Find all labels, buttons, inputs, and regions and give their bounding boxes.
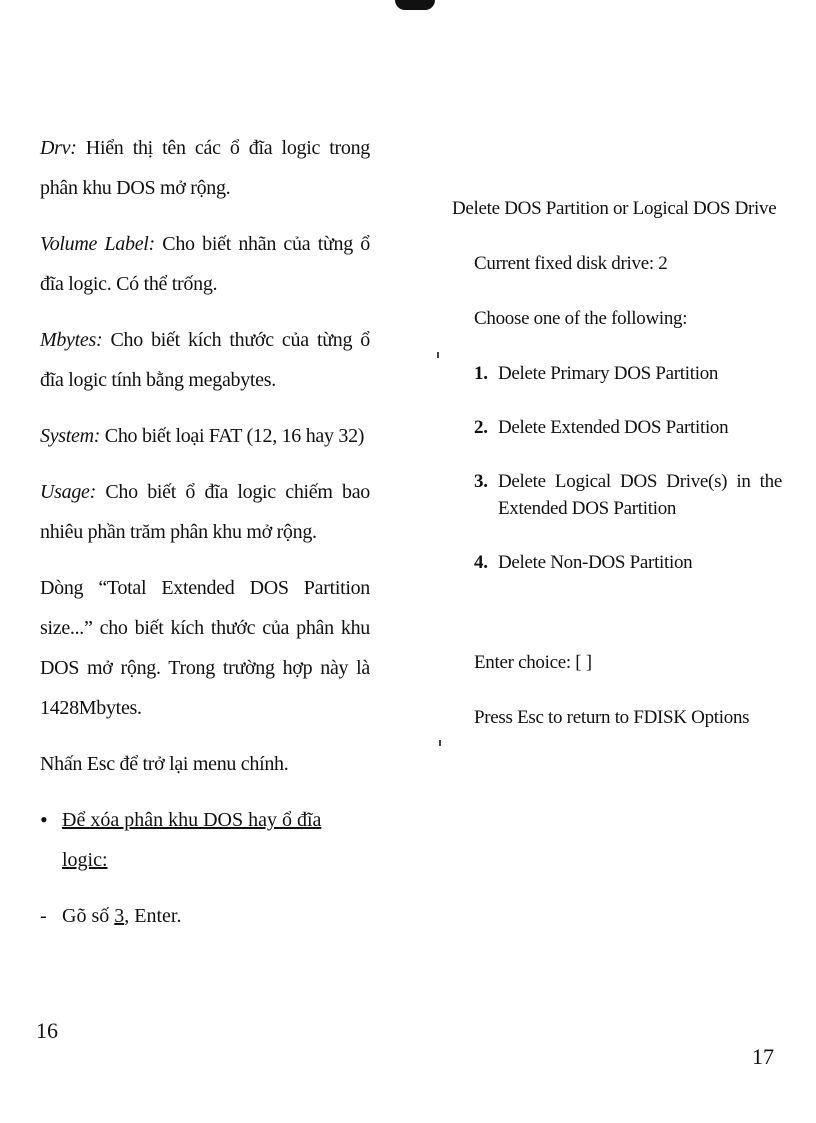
term-label: System: <box>40 425 101 447</box>
bullet-icon: • <box>40 807 48 832</box>
step-suffix: , Enter. <box>124 905 182 927</box>
bullet-heading <box>40 800 370 880</box>
step-text <box>62 896 181 936</box>
page-number-left: 16 <box>36 1018 58 1043</box>
scan-mark <box>395 0 435 10</box>
dash-icon: - <box>40 905 47 927</box>
page-number-right: 17 <box>752 1044 774 1069</box>
choose-prompt: Choose one of the following: <box>474 308 688 329</box>
definition-text: Hiển thị tên các ổ đĩa logic trong phân khu DOS mở rộng. <box>40 137 370 199</box>
step-key: 3 <box>114 905 125 927</box>
spacer <box>452 603 782 649</box>
menu-option <box>474 360 782 387</box>
option-number: 4. <box>474 552 488 573</box>
definition-text: Cho biết nhãn của từng ổ đĩa logic. Có thể trống. <box>40 233 370 295</box>
scan-speck <box>439 740 441 746</box>
definition-text: Cho biết kích thước của từng ổ đĩa logic tính bằng megabytes. <box>40 329 370 391</box>
menu-option <box>474 549 782 576</box>
dash-step <box>40 896 370 936</box>
term-label: Mbytes: <box>40 329 103 351</box>
term-label: Usage: <box>40 481 96 503</box>
definition-system <box>40 416 370 456</box>
definition-drv <box>40 128 370 208</box>
current-drive: Current fixed disk drive: 2 <box>474 253 668 274</box>
definition-mbytes <box>40 320 370 400</box>
bullet-text: Để xóa phân khu DOS hay ổ đĩa logic: <box>62 809 322 871</box>
menu-option <box>474 468 782 522</box>
right-page <box>452 195 782 759</box>
screen-title: Delete DOS Partition or Logical DOS Drive <box>452 198 777 219</box>
option-number: 1. <box>474 363 488 384</box>
term-label: Volume Label: <box>40 233 155 255</box>
menu-option <box>474 414 782 441</box>
definition-text: Cho biết loại FAT (12, 16 hay 32) <box>100 425 365 447</box>
definition-usage <box>40 472 370 552</box>
term-label: Drv: <box>40 137 77 159</box>
definition-volume-label <box>40 224 370 304</box>
option-number: 2. <box>474 417 488 438</box>
press-esc: Press Esc to return to FDISK Options <box>474 707 750 728</box>
option-label: Delete Logical DOS Drive(s) in the Extended DOS Partition <box>498 471 782 519</box>
total-size-paragraph: Dòng “Total Extended DOS Partition size...” cho biết kích thước của phân khu DOS mở rộng. Trong trường hợp này là 1428Mbytes. <box>40 577 370 719</box>
enter-choice: Enter choice: [ ] <box>474 652 592 673</box>
left-page <box>40 128 370 952</box>
option-label: Delete Non-DOS Partition <box>498 552 693 573</box>
option-label: Delete Primary DOS Partition <box>498 363 719 384</box>
step-prefix: Gõ số <box>62 905 115 927</box>
definition-text: Cho biết ổ đĩa logic chiếm bao nhiêu phần trăm phân khu mở rộng. <box>40 481 370 543</box>
scan-speck <box>437 352 439 358</box>
esc-paragraph: Nhấn Esc để trở lại menu chính. <box>40 753 289 775</box>
option-number: 3. <box>474 471 488 492</box>
option-label: Delete Extended DOS Partition <box>498 417 729 438</box>
